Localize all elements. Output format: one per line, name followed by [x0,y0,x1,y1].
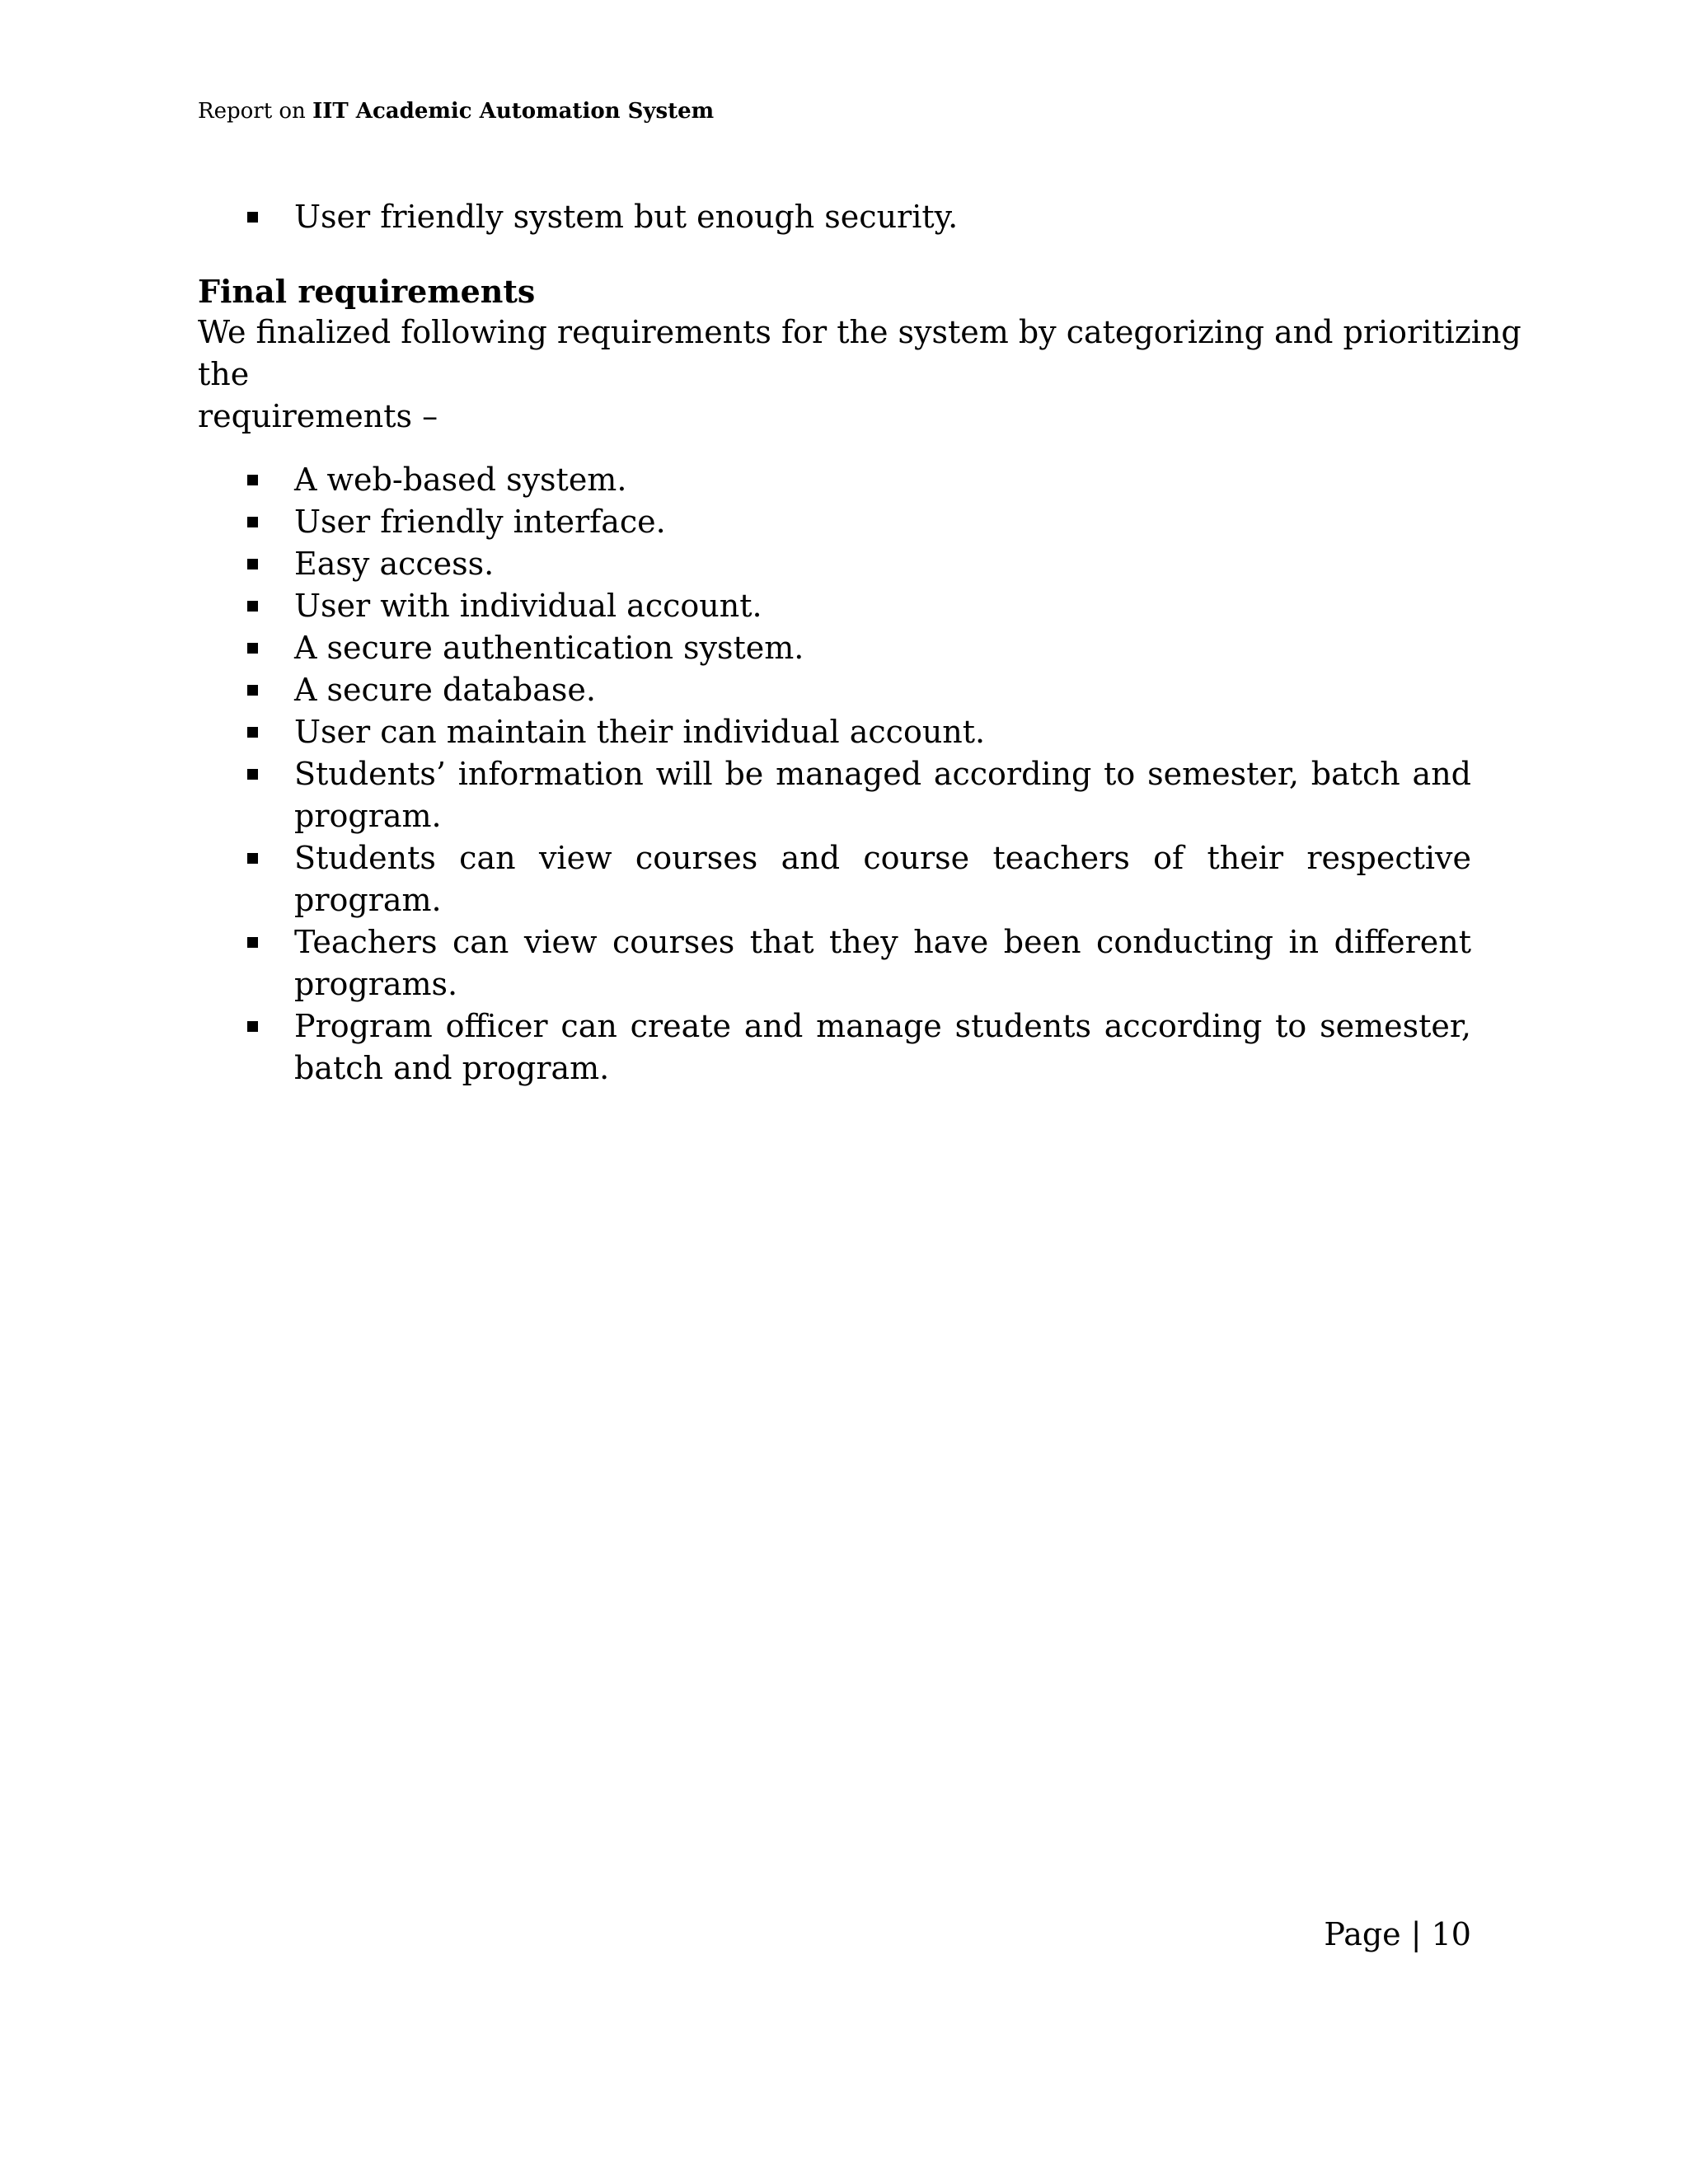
list-item-text: Teachers can view courses that they have been conducting in different programs. [294,924,1471,1002]
list-item [198,837,1471,921]
square-bullet-icon [247,769,258,780]
list-item-text: A web-based system. [294,462,627,498]
list-item [198,711,1471,753]
page-number: Page | 10 [1324,1916,1471,1952]
list-item-text: User friendly system but enough security. [294,199,959,235]
list-item-text: User with individual account. [294,588,762,624]
square-bullet-icon [247,853,258,864]
running-header-title: IIT Academic Automation System [312,99,715,124]
list-item-text: A secure authentication system. [294,630,804,666]
running-header [198,97,714,125]
intro-paragraph [198,312,1522,438]
list-item [198,459,1471,501]
square-bullet-icon [247,937,258,948]
list-item [198,669,1471,711]
list-item [198,627,1471,669]
list-item [198,585,1471,627]
square-bullet-icon [247,601,258,612]
square-bullet-icon [247,475,258,485]
list-item-text: A secure database. [294,672,596,708]
list-item-text: Students can view courses and course teachers of their respective program. [294,840,1471,918]
list-item-text: Easy access. [294,546,495,582]
list-item [198,753,1471,837]
square-bullet-icon [247,685,258,696]
pre-list [198,196,1471,238]
square-bullet-icon [247,212,258,223]
square-bullet-icon [247,559,258,569]
square-bullet-icon [247,727,258,738]
list-item-text: User can maintain their individual account. [294,714,986,750]
list-item-text: Students’ information will be managed according to semester, batch and program. [294,756,1471,834]
square-bullet-icon [247,643,258,654]
list-item [198,196,1471,238]
list-item [198,501,1471,543]
intro-line: requirements – [198,398,438,434]
section-heading: Final requirements [198,273,536,310]
list-item [198,921,1471,1005]
list-item [198,1005,1471,1090]
list-item [198,543,1471,585]
running-header-prefix: Report on [198,99,313,124]
intro-line: the [198,356,250,392]
list-item-text: User friendly interface. [294,504,666,540]
square-bullet-icon [247,517,258,527]
list-item-text: Program officer can create and manage students according to semester, batch and program. [294,1008,1471,1086]
square-bullet-icon [247,1021,258,1032]
intro-line: We finalized following requirements for the system by categorizing and prioritizing [198,314,1522,350]
requirements-list [198,459,1471,1090]
